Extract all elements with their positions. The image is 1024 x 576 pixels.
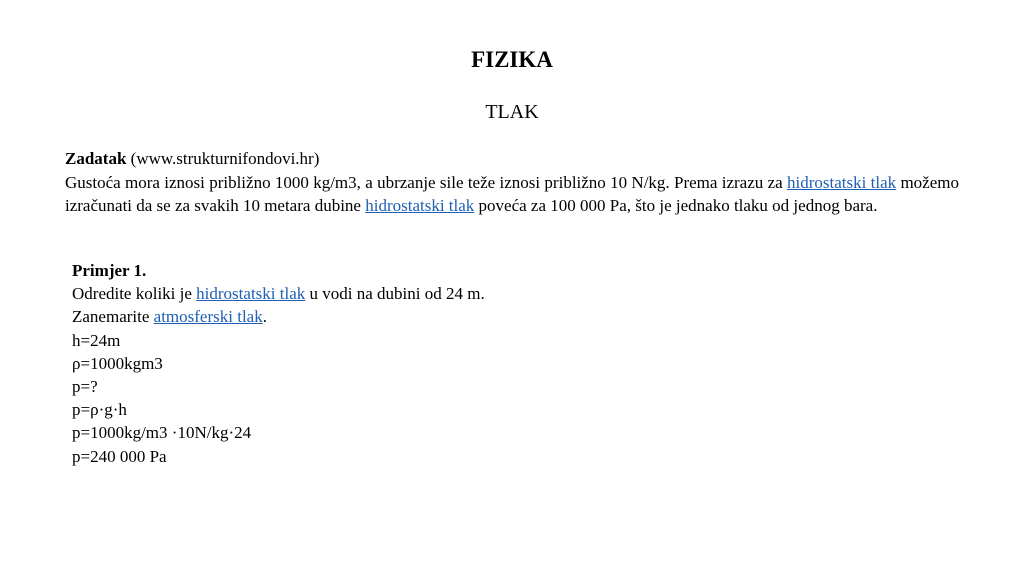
task-label: Zadatak: [65, 149, 127, 168]
example-question-line: [72, 282, 772, 305]
hydrostatic-pressure-link-2[interactable]: hidrostatski tlak: [365, 196, 475, 215]
task-heading: [65, 147, 959, 171]
task-source: (www.strukturnifondovi.hr): [130, 149, 320, 168]
example-section: [72, 259, 772, 468]
page-subtitle: TLAK: [485, 101, 539, 123]
task-text-3: poveća za 100 000 Pa, što je jednako tlaku od jednog bara.: [474, 196, 878, 215]
task-text-1: Gustoća mora iznosi približno 1000 kg/m3, a ubrzanje sile teže iznosi približno 10 N/kg. Prema izrazu za: [65, 172, 787, 192]
example-line1-before: Odredite koliki je: [72, 284, 197, 304]
hydrostatic-pressure-link-1[interactable]: hidrostatski tlak: [787, 172, 897, 192]
task-text-2: možemo izračunati da se za svakih 10 metara dubine: [65, 172, 959, 215]
example-heading: Primjer 1.: [72, 261, 147, 280]
formula-substitution: p=1000kg/m3 ·10N/kg·24: [72, 423, 252, 443]
pressure-formula: p=ρ·g·h: [72, 400, 127, 420]
given-depth: h=24m: [72, 330, 121, 350]
given-density: ρ=1000kgm3: [72, 353, 163, 373]
example-note-line: [72, 305, 772, 328]
atmospheric-pressure-link[interactable]: atmosferski tlak: [153, 307, 263, 327]
example-line1-after: u vodi na dubini od 24 m.: [305, 284, 485, 304]
pressure-result: p=240 000 Pa: [72, 446, 167, 466]
task-section: [65, 147, 959, 218]
hydrostatic-pressure-link-3[interactable]: hidrostatski tlak: [196, 284, 306, 304]
page-title: FIZIKA: [471, 47, 553, 72]
example-line2-after: .: [262, 307, 267, 327]
task-paragraph: [65, 171, 959, 218]
unknown-pressure: p=?: [72, 377, 98, 397]
example-line2-before: Zanemarite: [72, 307, 154, 327]
